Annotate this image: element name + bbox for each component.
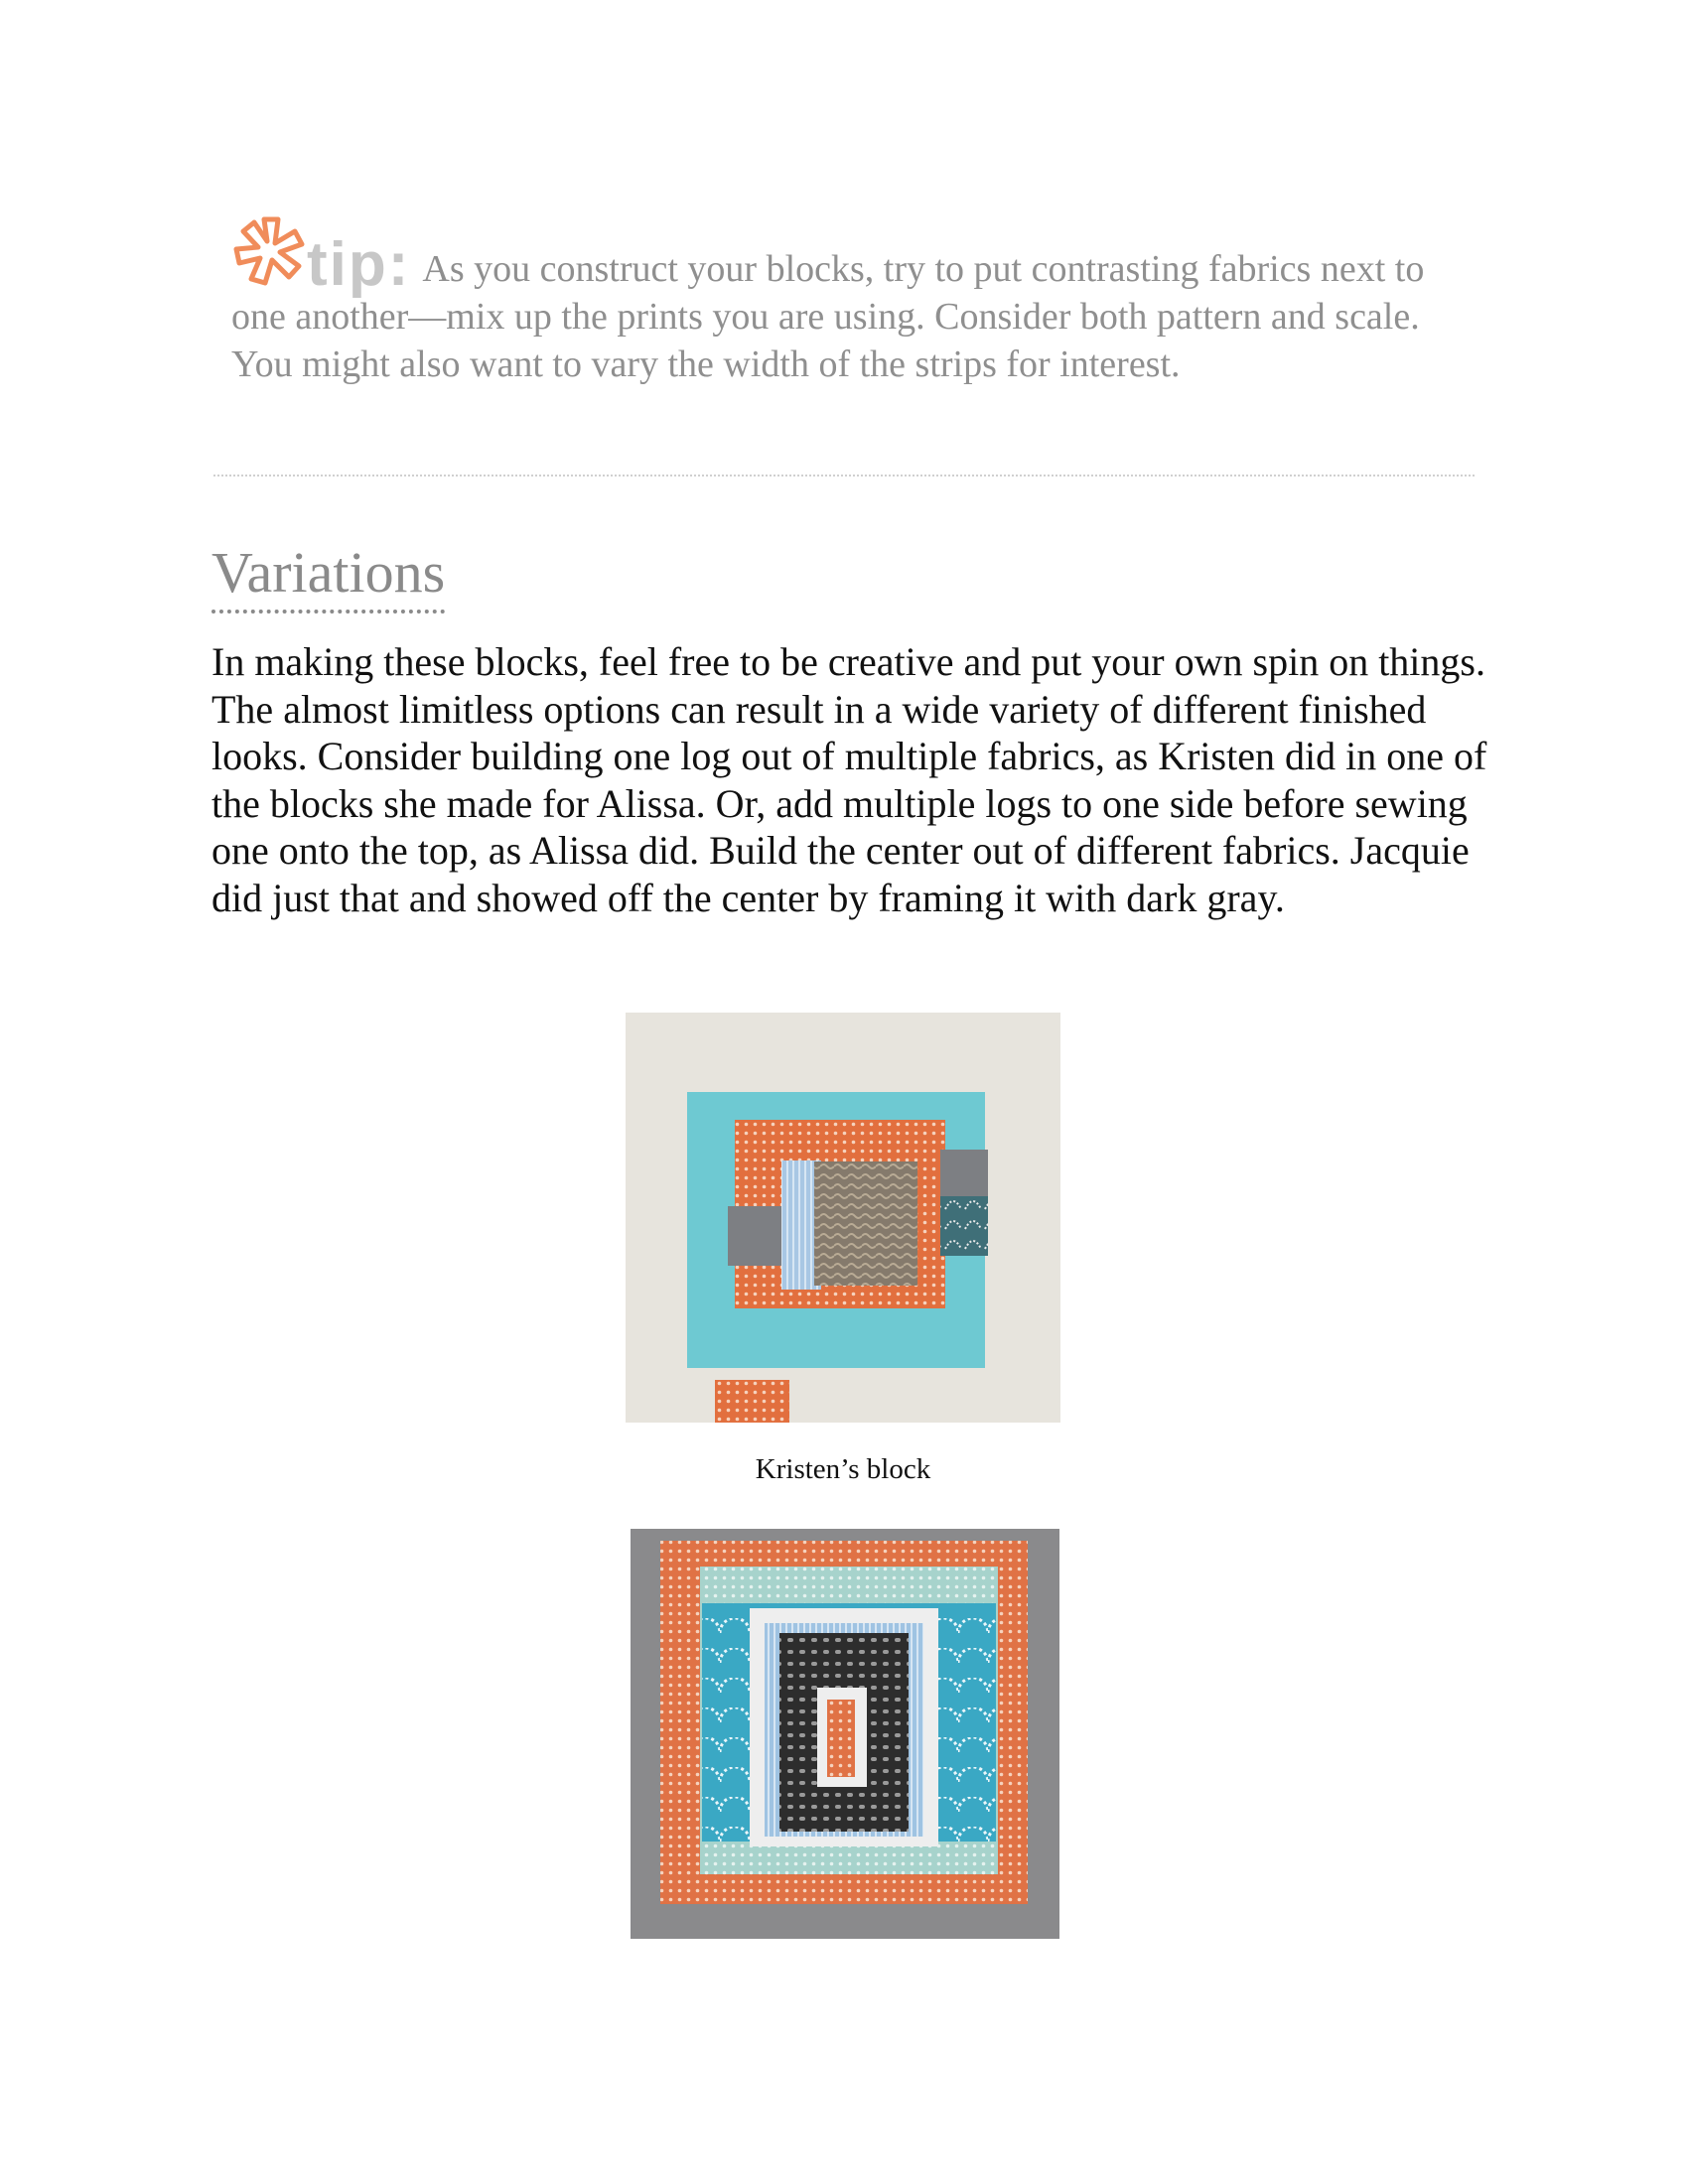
tip-box bbox=[231, 213, 1463, 388]
section-title: Variations bbox=[211, 538, 445, 614]
tip-text: As you construct your blocks, try to put contrasting fabrics next to one another—mix up the prints you are using. Consider both pattern and scale. You might also want to vary the width of the strips for interest. bbox=[231, 248, 1425, 385]
figure-caption: Kristen’s block bbox=[755, 1453, 931, 1485]
quilt-block-photo-1 bbox=[626, 1013, 1060, 1423]
tip-divider bbox=[213, 475, 1475, 477]
body-paragraph: In making these blocks, feel free to be creative and put your own spin on things. The almost limitless options can result in a wide variety of different finished looks. Consider building one log out of multiple fabrics, as Kristen did in one of the blocks she made for Alissa. Or, add multiple logs to one side before sewing one onto the top, as Alissa did. Build the center out of different fabrics. Jacquie did just that and showed off the center by framing it with dark gray. bbox=[211, 639, 1487, 920]
asterisk-icon bbox=[231, 213, 311, 289]
tip-label: tip: bbox=[307, 230, 411, 299]
quilt-block-photo-2 bbox=[631, 1529, 1059, 1939]
